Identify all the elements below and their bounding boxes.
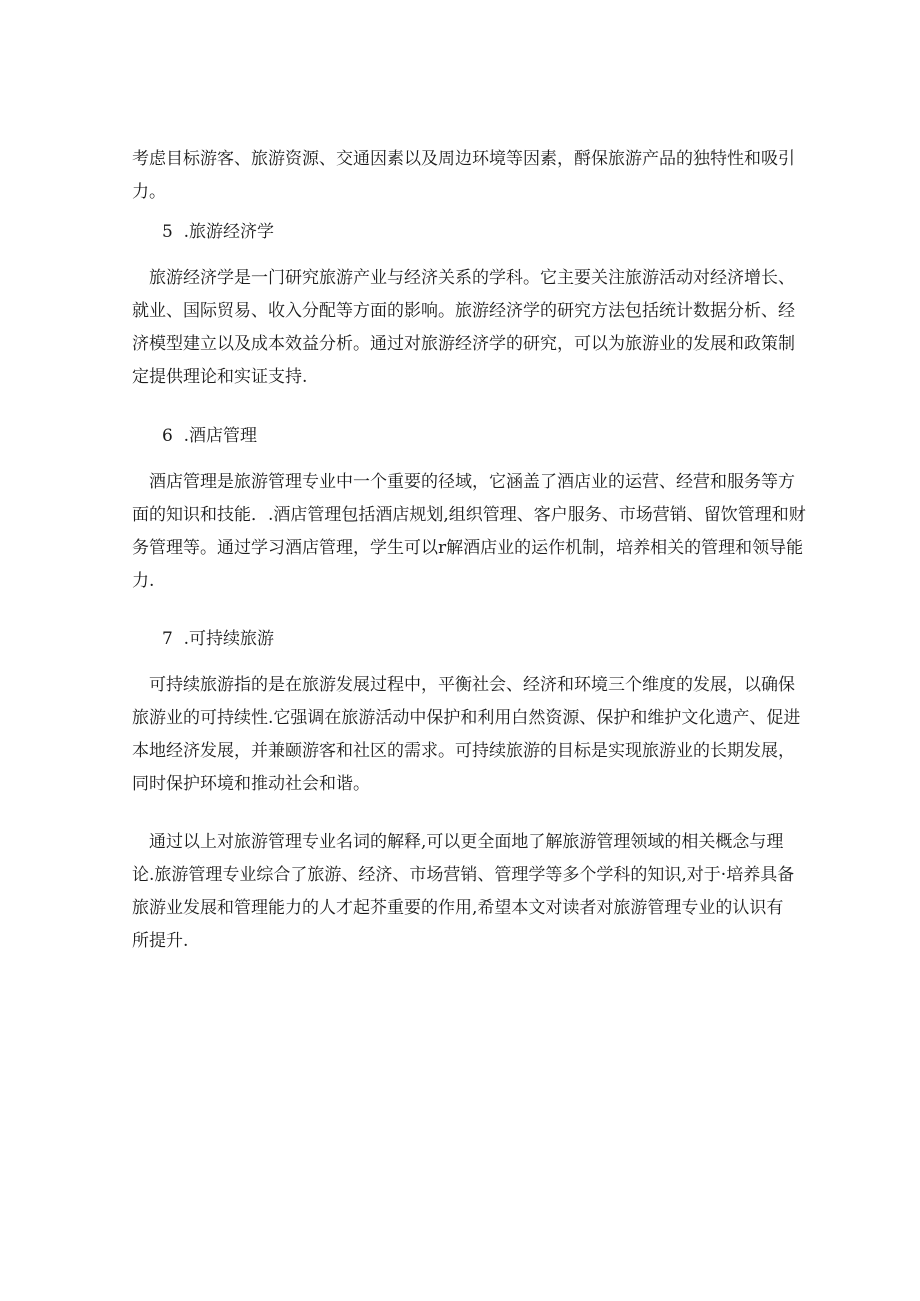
paragraph-line: 旅游经济学是一门研究旅游产业与经济关系的学科。它主要关注旅游活动对经济增长、 <box>132 268 795 288</box>
section-heading-tourism-economics: 5 .旅游经济学 <box>162 222 275 242</box>
conclusion-paragraph <box>132 826 797 958</box>
section-heading-sustainable-tourism: 7 .可持续旅游 <box>162 629 275 649</box>
continuation-paragraph <box>132 143 797 209</box>
paragraph-line: 论.旅游管理专业综合了旅游、经济、市场营销、管理学等多个学科的知识,对于·培养具备 <box>132 865 795 885</box>
paragraph-line: 旅游业的可持续性.它强调在旅游活动中保护和利用白然资源、保护和维护文化遗产、促进 <box>132 708 801 728</box>
paragraph-line: 酒店管理是旅游管理专业中一个重要的径域，它涵盖了酒店业的运营、经营和服务等方 <box>132 472 795 492</box>
section-paragraph-hotel-management <box>132 466 806 598</box>
paragraph-line: 旅游业发展和管理能力的人才起芥重要的作用,希望本文对读者对旅游管理专业的认识有 <box>132 898 784 918</box>
section-heading-hotel-management: 6 .酒店管理 <box>162 426 258 446</box>
paragraph-line: 力。 <box>132 182 166 202</box>
paragraph-line: 本地经济发展，并兼颐游客和社区的需求。可持续旅游的目标是实现旅游业的长期发展， <box>132 741 795 761</box>
paragraph-line: 济模型建立以及成本效益分析。通过对旅游经济学的研究，可以为旅游业的发展和政策制 <box>132 334 795 354</box>
paragraph-line: 可持续旅游指的是在旅游发展过程中，平衡社会、经济和环境三个维度的发展，以确保 <box>132 675 795 695</box>
paragraph-line: 通过以上对旅游管理专业名词的解释,可以更全面地了解旅游管理领域的相关概念与理 <box>132 832 784 852</box>
paragraph-line: 定提供理论和实证支持. <box>132 367 308 387</box>
paragraph-line: 就业、国际贸易、收入分配等方面的影响。旅游经济学的研究方法包括统计数据分析、经 <box>132 301 795 321</box>
paragraph-line: 所提升. <box>132 931 189 951</box>
paragraph-line: 考虑目标游客、旅游资源、交通因素以及周边环境等因素，酹保旅游产品的独特性和吸引 <box>132 149 795 169</box>
paragraph-line: 同时保护环境和推动社会和谐。 <box>132 774 370 794</box>
paragraph-line: 力. <box>132 571 155 591</box>
section-paragraph-sustainable-tourism <box>132 669 801 801</box>
paragraph-line: 务管理等。通过学习酒店管理，学生可以r解酒店业的运作机制，培养相关的管理和领导能 <box>132 538 804 558</box>
paragraph-line: 面的知识和技能．.酒店管理包括酒店规划,组织管理、客户服务、市场营销、留饮管理和财 <box>132 505 806 525</box>
section-paragraph-tourism-economics <box>132 262 797 394</box>
